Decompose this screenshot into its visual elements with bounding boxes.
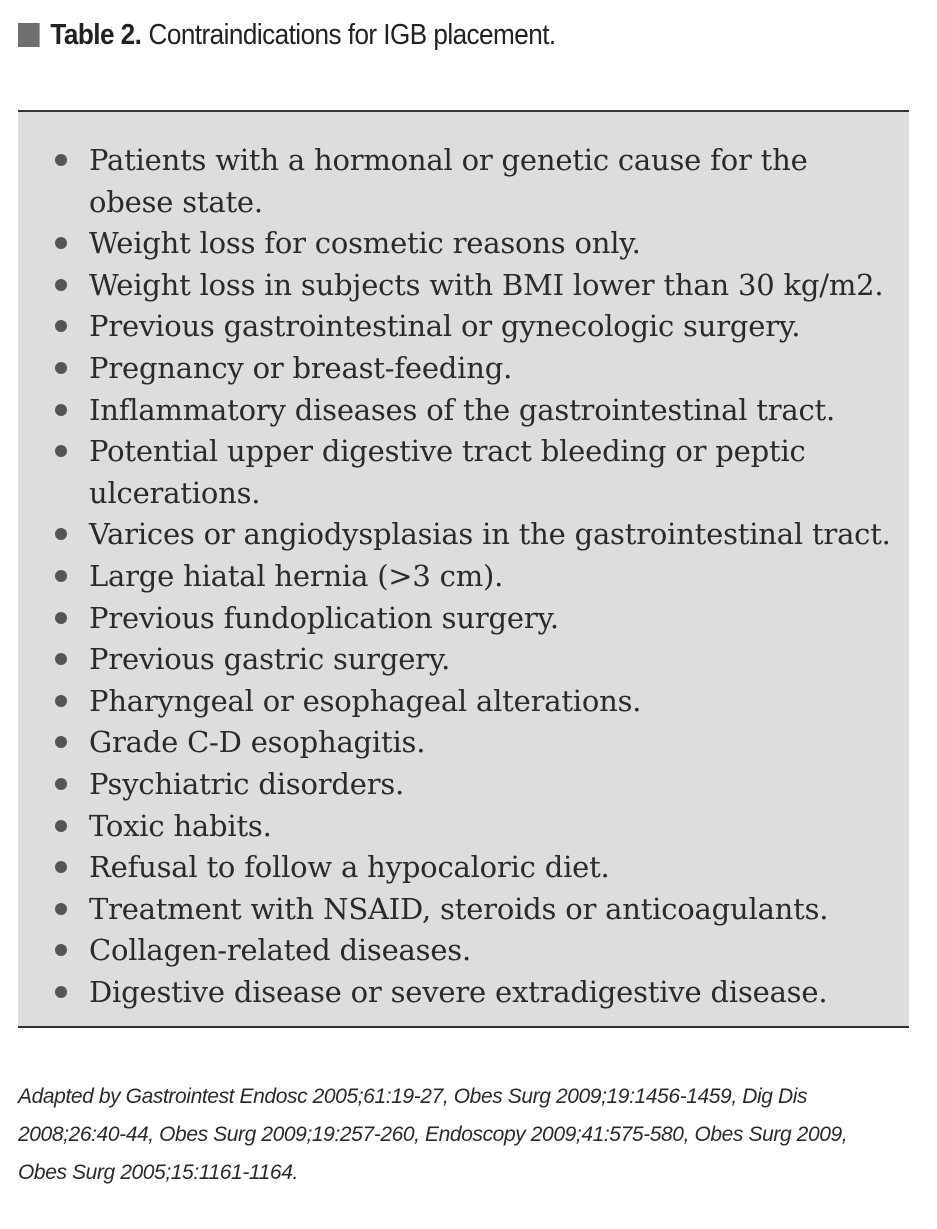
list-item [18,390,909,432]
item-text: Varices or angiodysplasias in the gastrointestinal tract. [89,517,891,552]
list-item [18,265,909,307]
caption-square-icon [18,23,40,47]
item-text: Treatment with NSAID, steroids or anticoagulants. [89,891,829,926]
list-item [18,889,909,931]
item-text: Weight loss in subjects with BMI lower than 30 kg/m2. [89,267,884,302]
list-item [18,223,909,265]
item-text: Psychiatric disorders. [89,766,405,801]
list-item [18,722,909,764]
bullet-icon [55,279,67,291]
item-text: Pharyngeal or esophageal alterations. [89,683,642,718]
item-text: Refusal to follow a hypocaloric diet. [89,850,610,885]
item-text: Previous fundoplication surgery. [89,600,559,635]
bullet-icon [55,612,67,624]
item-text: Inflammatory diseases of the gastrointestinal tract. [89,392,836,427]
item-text: Toxic habits. [89,808,272,843]
bullet-icon [55,570,67,582]
table-title: Contraindications for IGB placement. [148,18,556,51]
contraindications-table [18,110,909,1028]
list-item [18,764,909,806]
list-item [18,930,909,972]
item-text: Previous gastrointestinal or gynecologic surgery. [89,309,801,344]
item-text: Grade C-D esophagitis. [89,725,426,760]
bullet-icon [55,778,67,790]
bullet-icon [55,404,67,416]
bullet-icon [55,736,67,748]
list-item [18,847,909,889]
table-caption [18,12,556,58]
bullet-icon [55,362,67,374]
list-item [18,514,909,556]
footnote-line: Obes Surg 2005;15:1161-1164. [18,1161,298,1184]
item-text: Patients with a hormonal or genetic cause for the obese state. [89,143,808,219]
item-text: Large hiatal hernia (>3 cm). [89,558,504,593]
list-item [18,556,909,598]
list-item [18,140,909,223]
item-text: Weight loss for cosmetic reasons only. [89,226,641,261]
bullet-icon [55,320,67,332]
item-text: Collagen-related diseases. [89,933,471,968]
list-item [18,348,909,390]
list-item [18,639,909,681]
table-number: Table 2. [50,18,142,51]
contraindications-list [18,140,909,1013]
bullet-icon [55,944,67,956]
bullet-icon [55,653,67,665]
bullet-icon [55,445,67,457]
table-footnote [18,1078,918,1192]
list-item [18,598,909,640]
item-text: Digestive disease or severe extradigestive disease. [89,974,828,1009]
bullet-icon [55,528,67,540]
bullet-icon [55,695,67,707]
list-item [18,306,909,348]
bullet-icon [55,154,67,166]
list-item [18,681,909,723]
bullet-icon [55,237,67,249]
bullet-icon [55,903,67,915]
bullet-icon [55,861,67,873]
footnote-line: Adapted by Gastrointest Endosc 2005;61:19-27, Obes Surg 2009;19:1456-1459, Dig Dis [18,1085,808,1108]
item-text: Potential upper digestive tract bleeding or peptic ulcerations. [89,434,806,510]
list-item [18,431,909,514]
item-text: Pregnancy or breast-feeding. [89,350,513,385]
footnote-line: 2008;26:40-44, Obes Surg 2009;19:257-260, Endoscopy 2009;41:575-580, Obes Surg 2009, [18,1123,848,1146]
list-item [18,806,909,848]
bullet-icon [55,820,67,832]
bullet-icon [55,986,67,998]
list-item [18,972,909,1014]
item-text: Previous gastric surgery. [89,642,451,677]
